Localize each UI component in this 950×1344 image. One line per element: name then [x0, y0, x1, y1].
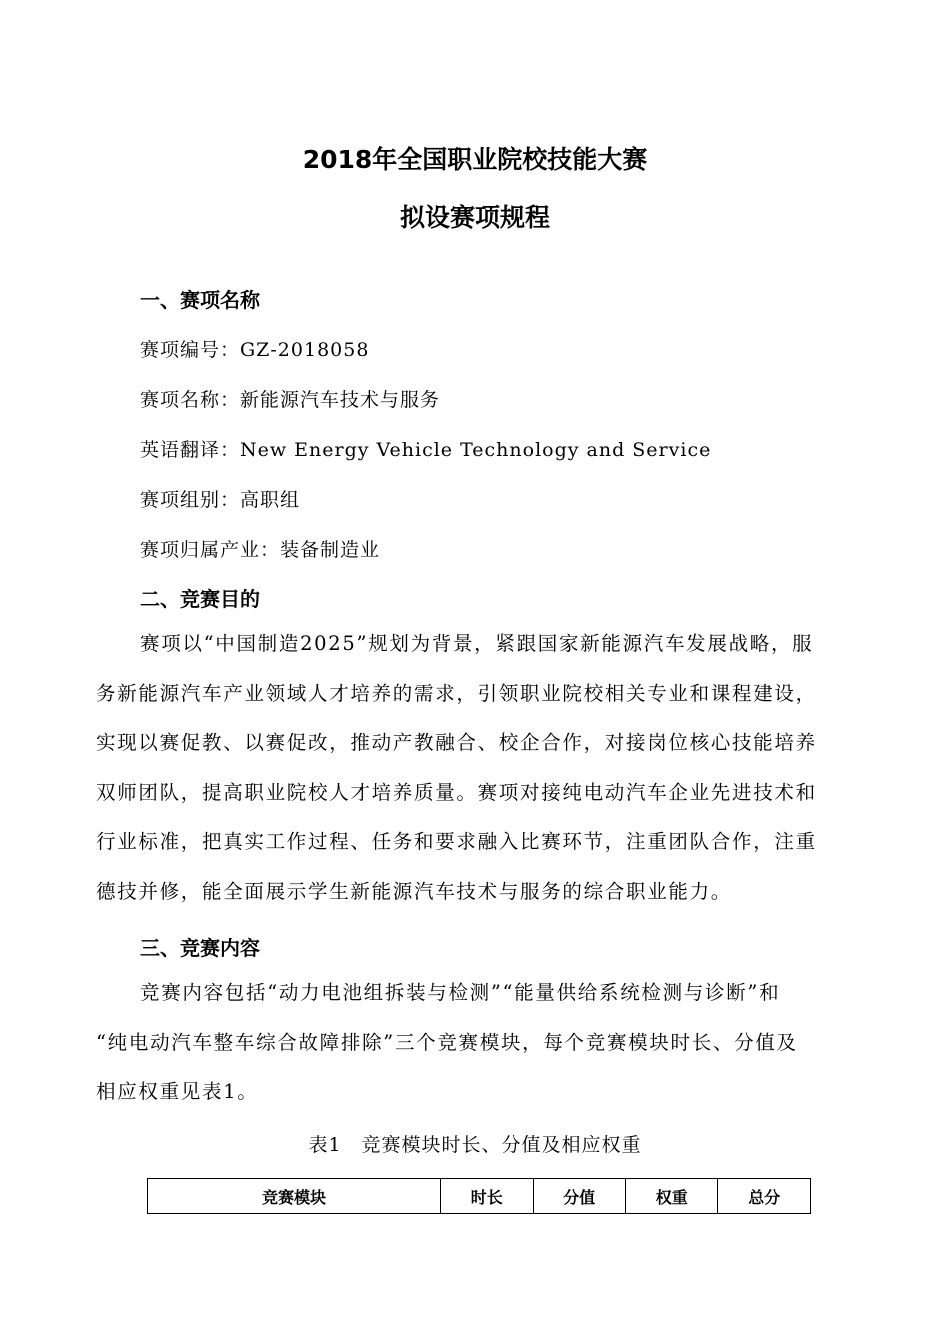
table-header-cell: 时长 — [441, 1179, 533, 1214]
table-header-cell: 竞赛模块 — [148, 1179, 441, 1214]
document-title-line2: 拟设赛项规程 — [399, 203, 550, 232]
table-header-cell: 分值 — [533, 1179, 625, 1214]
section2-heading: 二、竞赛目的 — [140, 587, 260, 611]
paragraph-line: 相应权重见表1。 — [96, 1080, 259, 1103]
event-number: 赛项编号：GZ-2018058 — [140, 339, 370, 361]
paragraph-line: 赛项以“中国制造2025”规划为背景，紧跟国家新能源汽车发展战略，服 — [140, 632, 814, 655]
paragraph-line: 竞赛内容包括“动力电池组拆装与检测”“能量供给系统检测与诊断”和 — [140, 981, 781, 1004]
paragraph-line: 行业标准，把真实工作过程、任务和要求融入比赛环节，注重团队合作，注重 — [96, 830, 817, 853]
event-industry: 赛项归属产业：装备制造业 — [140, 539, 381, 561]
purpose-paragraph — [96, 619, 858, 916]
event-group: 赛项组别：高职组 — [140, 489, 301, 511]
module-table — [147, 1178, 811, 1214]
section1-heading: 一、赛项名称 — [140, 288, 260, 312]
table-header-cell: 权重 — [626, 1179, 718, 1214]
section3-heading: 三、竞赛内容 — [140, 936, 260, 960]
paragraph-line: 德技并修，能全面展示学生新能源汽车技术与服务的综合职业能力。 — [96, 879, 733, 903]
paragraph-line: 双师团队，提高职业院校人才培养质量。赛项对接纯电动汽车企业先进技术和 — [96, 780, 817, 804]
english-translation: 英语翻译：New Energy Vehicle Technology and Service — [140, 439, 712, 461]
paragraph-line: “纯电动汽车整车综合故障排除”三个竞赛模块，每个竞赛模块时长、分值及 — [96, 1030, 798, 1054]
paragraph-line: 实现以赛促教、以赛促改，推动产教融合、校企合作，对接岗位核心技能培养 — [96, 731, 817, 754]
event-name: 赛项名称：新能源汽车技术与服务 — [140, 389, 441, 411]
table-header-cell: 总分 — [718, 1179, 811, 1214]
document-title-line1: 2018年全国职业院校技能大赛 — [302, 145, 648, 174]
table-header-row — [148, 1179, 811, 1214]
content-paragraph — [96, 968, 858, 1117]
table-caption: 表1 竞赛模块时长、分值及相应权重 — [308, 1134, 642, 1156]
paragraph-line: 务新能源汽车产业领域人才培养的需求，引领职业院校相关专业和课程建设， — [96, 681, 817, 705]
